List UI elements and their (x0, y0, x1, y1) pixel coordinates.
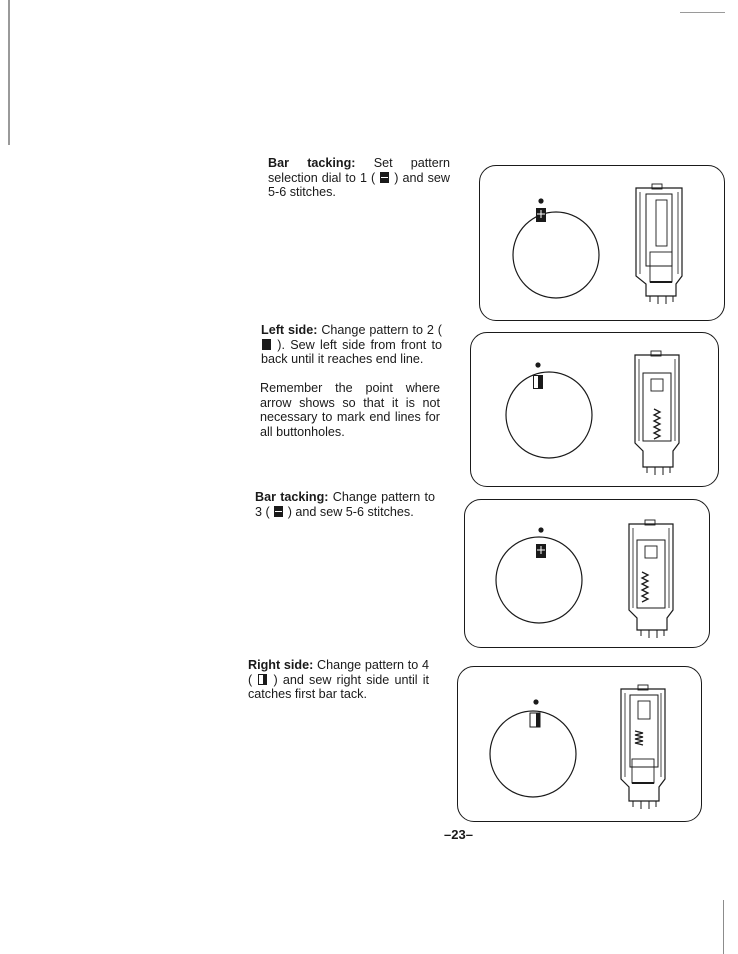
left-side-pattern-icon (262, 339, 271, 350)
pattern-dial-and-foot-illustration (480, 166, 724, 320)
step-right-side (248, 658, 429, 702)
step-text: ). Sew left side from front to back until it reaches end line. (261, 337, 443, 366)
bar-tack-pattern-icon (380, 172, 389, 183)
step-bar-tacking-1 (268, 156, 450, 200)
step-left-side (261, 323, 442, 367)
step-text: ) and sew 5-6 stitches. (287, 504, 414, 519)
step-text: Change pattern to 2 ( (321, 323, 443, 337)
step-heading: Bar tacking: (268, 156, 356, 170)
note-text: Remember the point where arrow shows so that it is not necessary to mark end lines for all buttonholes. (260, 381, 440, 439)
illustration-panel-3 (464, 499, 710, 648)
page-number: –23– (444, 827, 473, 842)
step-heading: Left side: (261, 323, 318, 337)
illustration-panel-2 (470, 332, 719, 487)
scan-edge-mark (723, 900, 724, 954)
illustration-panel-1 (479, 165, 725, 321)
step-text: ) and sew 5-6 stitches. (268, 170, 450, 199)
scan-edge-mark (8, 0, 10, 145)
step-text: Change pattern to 3 ( (255, 490, 435, 519)
step-bar-tacking-2 (255, 490, 435, 519)
step-text: ) and sew right side until it catches first bar tack. (248, 672, 430, 701)
pattern-dial-and-foot-illustration (458, 667, 701, 821)
pattern-dial-and-foot-illustration (465, 500, 709, 647)
step-text: Set pattern selection dial to 1 ( (268, 156, 450, 185)
scan-edge-mark (680, 12, 725, 13)
step-heading: Bar tacking: (255, 490, 329, 504)
illustration-panel-4 (457, 666, 702, 822)
right-side-pattern-icon (258, 674, 267, 685)
bar-tack-pattern-icon (274, 506, 283, 517)
step-note (260, 381, 440, 439)
step-text: Change pattern to 4 ( (248, 658, 429, 687)
pattern-dial-and-foot-illustration (471, 333, 718, 486)
step-heading: Right side: (248, 658, 314, 672)
